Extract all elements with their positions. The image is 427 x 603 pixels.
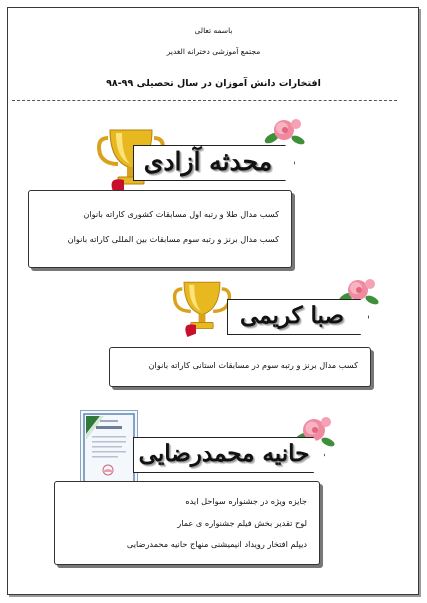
student-name: حانیه محمدرضایی — [138, 440, 310, 467]
achievement-item: کسب مدال برنز و رتبه سوم مسابقات بین المللی کاراته بانوان — [67, 234, 279, 244]
achievement-item: کسب مدال طلا و رتبه اول مسابقات کشوری کاراته بانوان — [83, 209, 279, 219]
dashed-divider — [12, 100, 397, 101]
school-name: مجتمع آموزشی دخترانه الغدیر — [166, 47, 261, 56]
achievement-card — [54, 481, 320, 565]
gold-trophy-icon — [172, 276, 232, 338]
achievement-item: کسب مدال برنز و رتبه سوم در مسابقات استانی کاراته بانوان — [148, 360, 358, 370]
basmala-heading: باسمه تعالی — [194, 26, 233, 35]
achievement-card — [28, 190, 292, 268]
student-name: محدثه آزادی — [143, 147, 273, 176]
certificate-icon — [80, 410, 138, 488]
achievement-item: جایزه ویژه در جشنواره سواحل ایده — [185, 496, 307, 506]
page-title: افتخارات دانش آموزان در سال تحصیلی ۹۹-۹۸ — [106, 78, 321, 89]
achievement-item: دیپلم افتخار رویداد انیمیشنی منهاج حانیه محمدرضایی — [126, 539, 307, 549]
student-name: صبا کریمی — [240, 302, 344, 329]
achievement-card — [109, 347, 371, 387]
achievement-item: لوح تقدیر بخش فیلم جشنواره ی عمار — [177, 518, 307, 528]
